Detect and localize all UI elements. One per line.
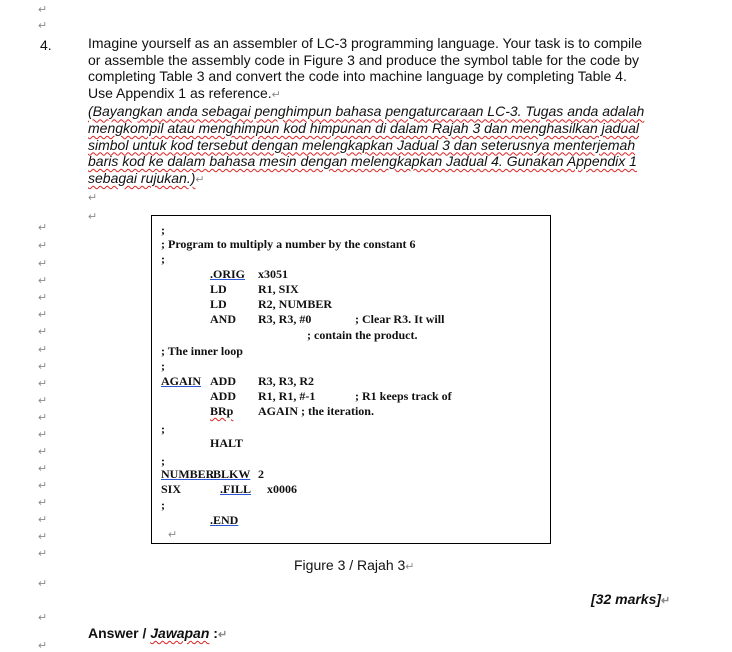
paragraph-mark: ↵ (38, 275, 48, 287)
paragraph-mark: ↵ (168, 529, 178, 541)
answer-label: Answer / Jawapan :↵ (88, 625, 228, 641)
paragraph-mark: ↵ (38, 292, 48, 304)
paragraph-mark: ↵ (38, 222, 48, 234)
code-operand: x3051 (258, 267, 288, 281)
question-english-line: Imagine yourself as an assembler of LC-3 programming language. Your task is to compile (88, 35, 643, 51)
blank-line: ↵ (88, 192, 98, 205)
code-opcode: HALT (210, 436, 243, 450)
paragraph-mark: ↵ (38, 463, 48, 475)
question-number: 4. (40, 37, 52, 53)
code-opcode: ADD (210, 389, 236, 403)
code-figure-box (151, 215, 551, 544)
code-comment: ; Clear R3. It will (355, 312, 445, 326)
paragraph-mark: ↵ (38, 378, 48, 390)
question-malay-line: mengkompil atau menghimpun kod himpunan di dalam Rajah 3 dan menghasilkan jadual (88, 119, 640, 136)
paragraph-mark: ↵ (38, 497, 48, 509)
code-operand: x0006 (267, 482, 297, 496)
code-directive-orig: .ORIG (210, 267, 246, 281)
paragraph-mark: ↵ (38, 531, 48, 543)
question-english-line: or assemble the assembly code in Figure 3 and produce the symbol table for the code by (88, 51, 639, 68)
code-comment: ; R1 keeps track of (355, 389, 452, 403)
code-opcode: ADD (210, 374, 236, 388)
paragraph-mark: ↵ (38, 514, 48, 526)
question-malay-line: sebagai rujukan.)↵ (88, 169, 205, 186)
code-opcode: LD (210, 297, 227, 311)
code-comment: ; contain the product. (307, 328, 418, 342)
code-operand: AGAIN ; the iteration. (258, 404, 374, 418)
code-opcode: AND (210, 312, 236, 326)
blank-line: ↵ (88, 210, 98, 223)
question-english-line: Use Appendix 1 as reference.↵ (88, 84, 281, 101)
marks-label: [32 marks]↵ (591, 591, 671, 607)
paragraph-mark: ↵ (38, 612, 48, 624)
code-opcode: LD (210, 282, 227, 296)
code-operand: R3, R3, #0 (258, 312, 312, 326)
paragraph-mark: ↵ (38, 640, 48, 652)
paragraph-mark: ↵ (38, 240, 48, 252)
code-label: NUMBER (161, 467, 215, 481)
code-comment: ; (161, 498, 165, 512)
code-operand: R3, R3, R2 (258, 374, 314, 388)
code-comment: ; (161, 359, 165, 373)
paragraph-mark: ↵ (38, 412, 48, 424)
question-english-line: completing Table 3 and convert the code into machine language by completing Table 4. (88, 68, 627, 85)
code-label: SIX (161, 482, 182, 496)
paragraph-mark: ↵ (38, 258, 48, 270)
code-operand: R2, NUMBER (258, 297, 332, 311)
question-malay-line: simbol untuk kod tersebut dengan melengkapkan Jadual 3 dan seterusnya menterjemah (88, 136, 636, 153)
code-directive: .FILL (220, 482, 252, 496)
paragraph-mark: ↵ (38, 309, 48, 321)
paragraph-mark: ↵ (38, 548, 48, 560)
code-operand: R1, R1, #-1 (258, 389, 316, 403)
paragraph-mark: ↵ (38, 326, 48, 338)
code-comment: ; Program to multiply a number by the constant 6 (161, 237, 416, 251)
code-operand: 2 (258, 467, 264, 481)
paragraph-mark: ↵ (38, 4, 48, 16)
paragraph-mark: ↵ (38, 446, 48, 458)
code-label: AGAIN (161, 374, 202, 388)
paragraph-mark: ↵ (38, 20, 48, 32)
code-directive: .BLKW (210, 467, 251, 481)
code-opcode: BRp (210, 404, 234, 418)
code-operand: R1, SIX (258, 282, 299, 296)
code-comment: ; (161, 454, 165, 468)
paragraph-mark: ↵ (38, 361, 48, 373)
paragraph-mark: ↵ (38, 480, 48, 492)
code-comment: ; The inner loop (161, 344, 243, 358)
paragraph-mark: ↵ (38, 395, 48, 407)
code-comment: ; (161, 422, 165, 436)
paragraph-mark: ↵ (38, 578, 48, 590)
question-text (88, 35, 673, 226)
paragraph-mark: ↵ (38, 344, 48, 356)
question-malay-line: baris kod ke dalam bahasa mesin dengan melengkapkan Jadual 4. Gunakan Appendix 1 (88, 153, 637, 170)
code-comment: ; (161, 223, 165, 237)
paragraph-mark: ↵ (38, 429, 48, 441)
code-directive-end: .END (210, 513, 239, 527)
figure-caption: Figure 3 / Rajah 3↵ (294, 557, 415, 573)
question-malay-line: (Bayangkan anda sebagai penghimpun bahasa pengaturcaraan LC-3. Tugas anda adalah (88, 103, 645, 120)
code-comment: ; (161, 252, 165, 266)
